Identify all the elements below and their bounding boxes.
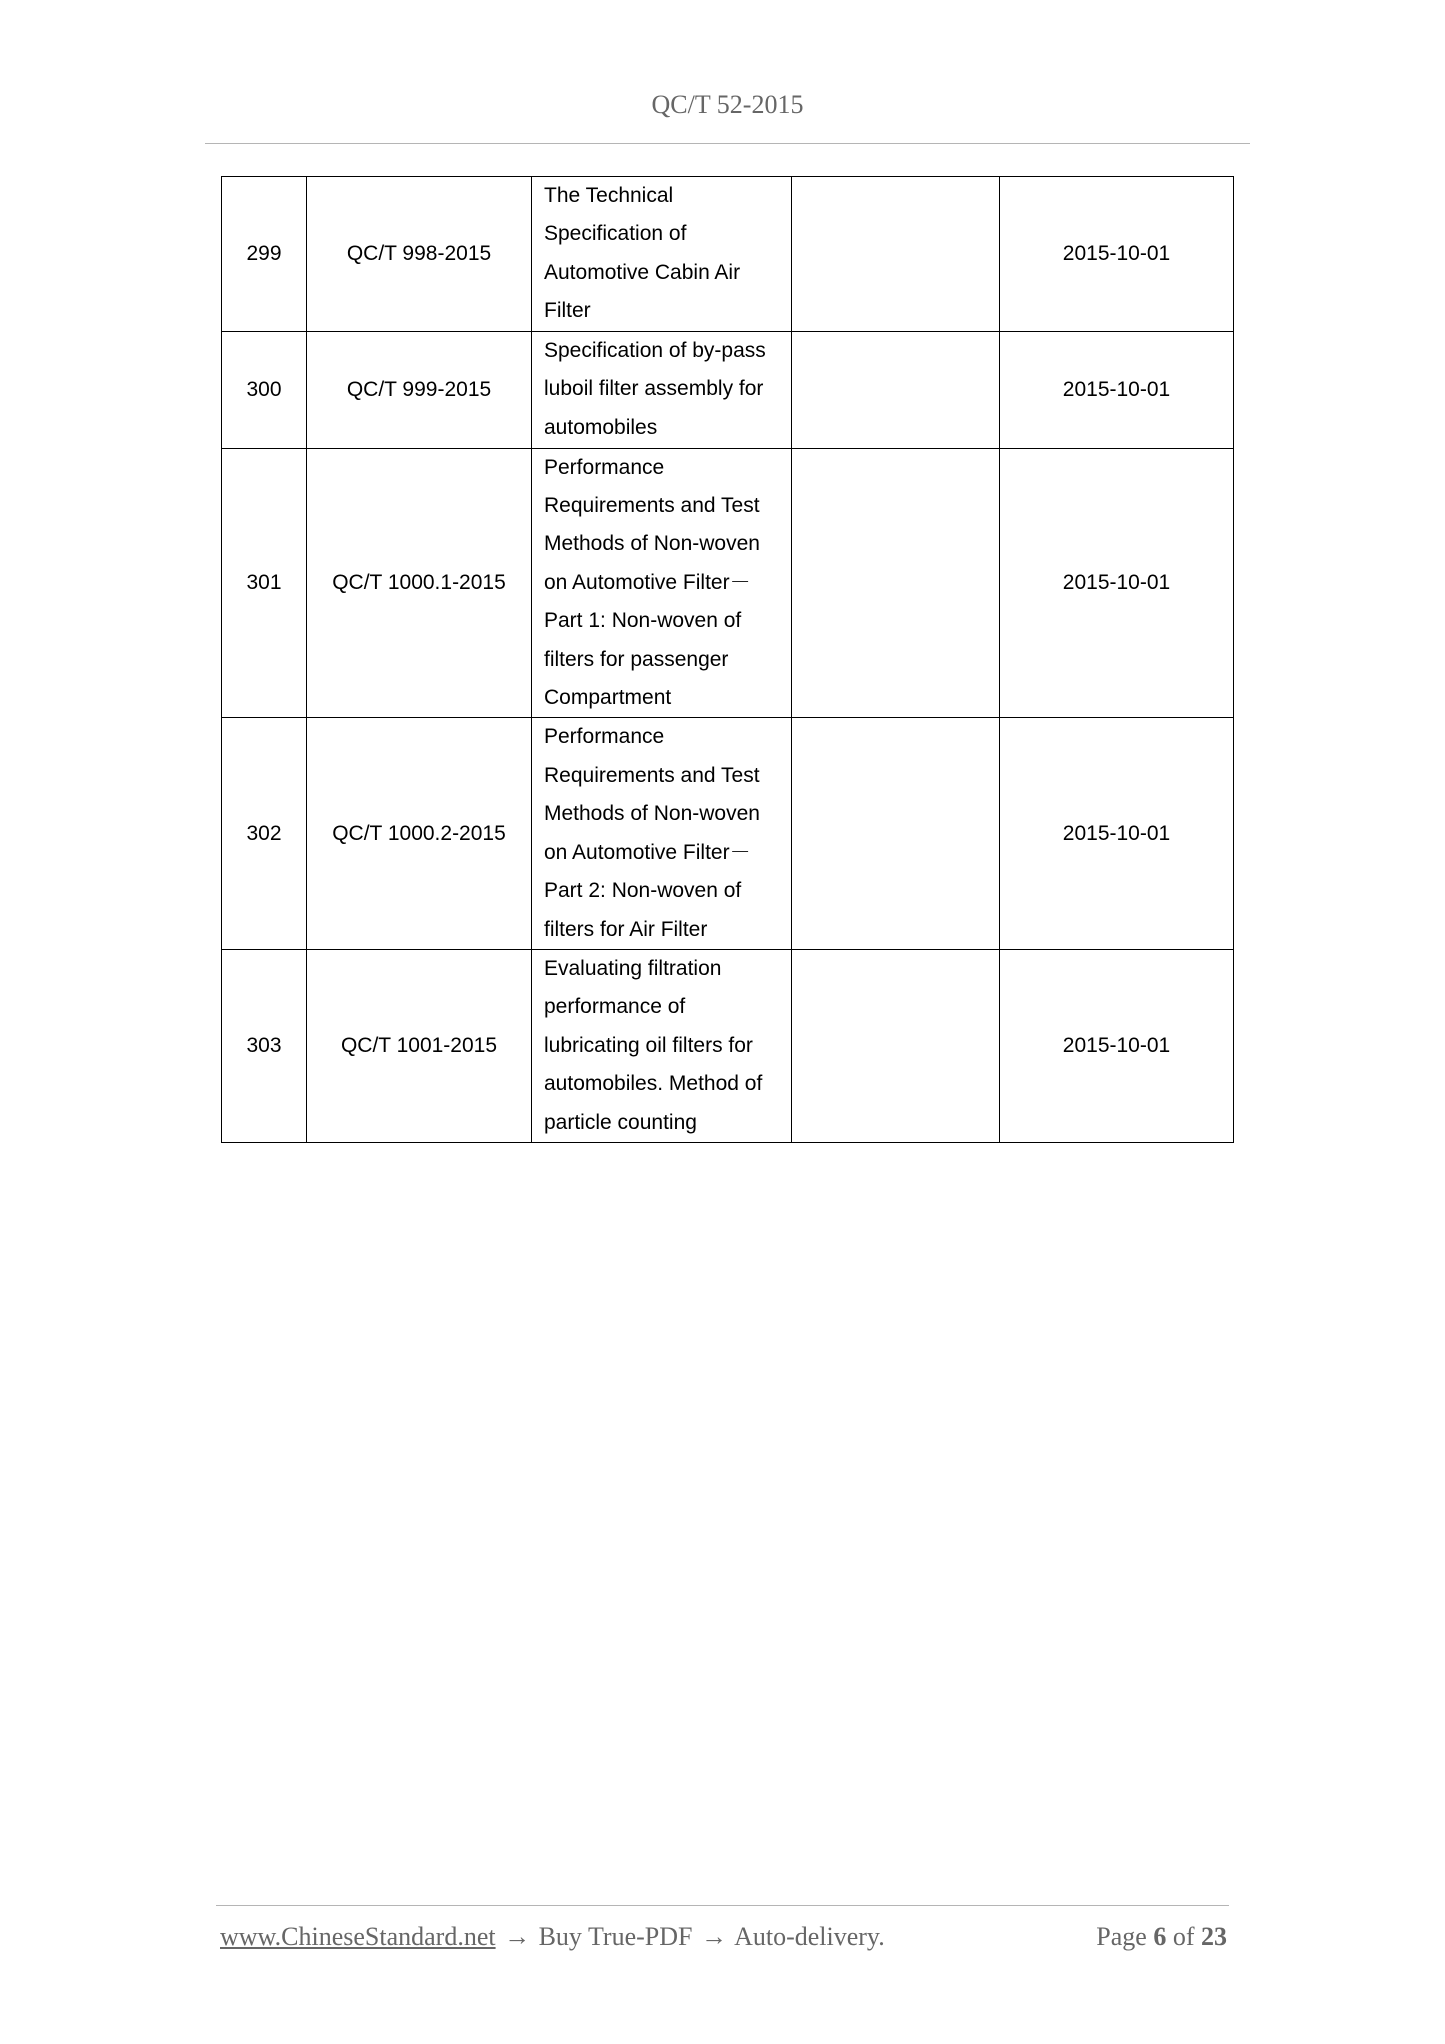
empty-cell [792,177,1000,332]
title-line: automobiles [544,415,658,439]
header-divider [205,143,1250,144]
page-number: 6 [1153,1922,1167,1951]
implementation-date: 2015-10-01 [1000,718,1234,949]
of-label: of [1172,1922,1195,1951]
title-line: lubricating oil filters for [544,1033,753,1057]
row-number: 299 [222,177,307,332]
row-number: 302 [222,718,307,949]
title-line: Filter [544,299,591,323]
title-line: filters for Air Filter [544,917,708,941]
implementation-date: 2015-10-01 [1000,448,1234,718]
title-line: Automotive Cabin Air [544,260,741,284]
table-row [222,177,1234,332]
footer-promo [220,1922,885,1952]
title-line: Performance [544,455,665,479]
row-number: 301 [222,448,307,718]
standard-code: QC/T 1000.1-2015 [307,448,532,718]
title-line: on Automotive Filter－ [544,840,751,864]
page-label: Page [1096,1922,1147,1951]
empty-cell [792,718,1000,949]
title-line: Requirements and Test [544,494,760,518]
standard-title [532,331,792,448]
empty-cell [792,949,1000,1142]
standard-title [532,177,792,332]
table-row [222,949,1234,1142]
title-line: performance of [544,995,686,1019]
standard-code: QC/T 1001-2015 [307,949,532,1142]
title-line: Evaluating filtration [544,956,722,980]
table-row [222,718,1234,949]
buy-true-pdf-text: Buy True-PDF [538,1922,693,1951]
table-row [222,331,1234,448]
title-line: Part 2: Non-woven of [544,879,742,903]
title-line: Part 1: Non-woven of [544,609,742,633]
title-line: Compartment [544,686,672,710]
title-line: Methods of Non-woven [544,802,760,826]
arrow-right-icon: → [701,1922,727,1951]
title-line: Performance [544,725,665,749]
standard-title [532,718,792,949]
title-line: particle counting [544,1110,697,1134]
row-number: 300 [222,331,307,448]
implementation-date: 2015-10-01 [1000,177,1234,332]
title-line: luboil filter assembly for [544,377,764,401]
document-header-code: QC/T 52-2015 [651,90,804,119]
standard-code: QC/T 999-2015 [307,331,532,448]
empty-cell [792,448,1000,718]
standard-code: QC/T 998-2015 [307,177,532,332]
title-line: Specification of [544,222,687,246]
implementation-date: 2015-10-01 [1000,949,1234,1142]
standards-table [221,176,1234,1143]
website-link[interactable]: www.ChineseStandard.net [220,1922,496,1951]
title-line: filters for passenger [544,647,729,671]
footer-divider [216,1905,1229,1906]
standard-code: QC/T 1000.2-2015 [307,718,532,949]
title-line: Requirements and Test [544,763,760,787]
auto-delivery-text: Auto-delivery. [734,1922,885,1951]
title-line: The Technical [544,184,674,207]
implementation-date: 2015-10-01 [1000,331,1234,448]
row-number: 303 [222,949,307,1142]
standard-title [532,949,792,1142]
page-indicator [1096,1922,1227,1952]
table-row [222,448,1234,718]
title-line: Methods of Non-woven [544,532,760,556]
empty-cell [792,331,1000,448]
title-line: automobiles. Method of [544,1072,763,1096]
standard-title [532,448,792,718]
page-total: 23 [1201,1922,1227,1951]
title-line: on Automotive Filter－ [544,570,751,594]
title-line: Specification of by-pass [544,339,766,363]
arrow-right-icon: → [504,1922,531,1951]
